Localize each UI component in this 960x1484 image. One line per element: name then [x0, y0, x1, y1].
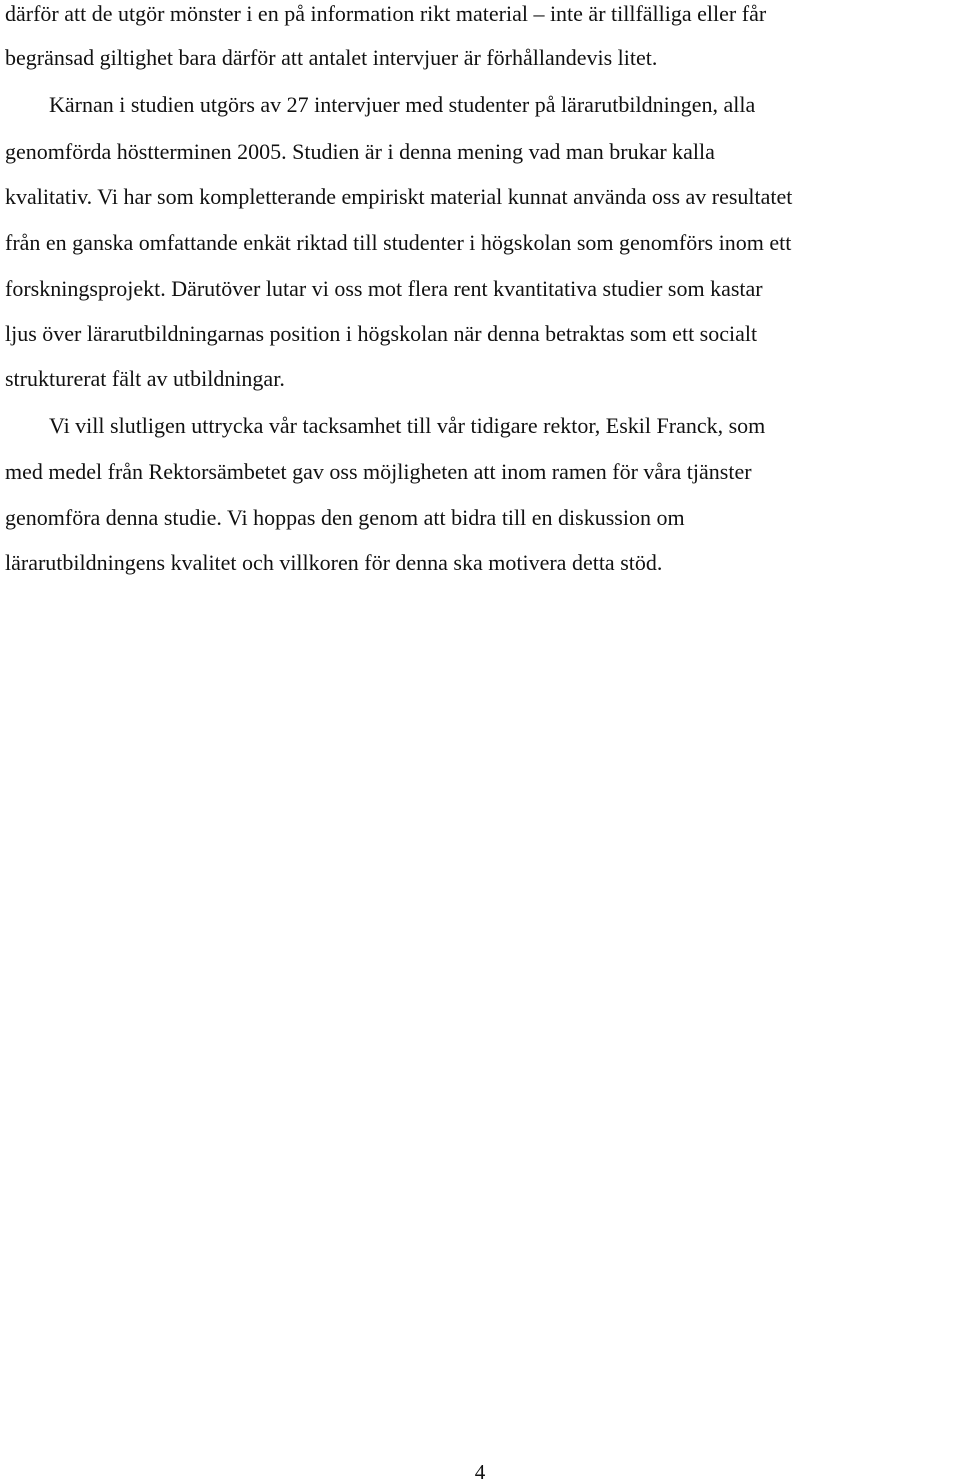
text-line: forskningsprojekt. Därutöver lutar vi oss mot flera rent kvantitativa studier som kastar	[5, 276, 763, 301]
text-line: begränsad giltighet bara därför att antalet intervjuer är förhållandevis litet.	[5, 45, 658, 70]
text-line: genomförda höstterminen 2005. Studien är i denna mening vad man brukar kalla	[5, 139, 715, 164]
text-line: från en ganska omfattande enkät riktad till studenter i högskolan som genomförs inom ett	[5, 230, 792, 255]
text-line: strukturerat fält av utbildningar.	[5, 366, 285, 391]
text-line: Kärnan i studien utgörs av 27 intervjuer med studenter på lärarutbildningen, alla	[49, 92, 756, 117]
text-line: kvalitativ. Vi har som kompletterande empiriskt material kunnat använda oss av resultatet	[5, 184, 793, 209]
text-line: lärarutbildningens kvalitet och villkoren för denna ska motivera detta stöd.	[5, 550, 663, 575]
text-line: genomföra denna studie. Vi hoppas den genom att bidra till en diskussion om	[5, 505, 685, 530]
text-line: därför att de utgör mönster i en på information rikt material – inte är tillfälliga eller får	[5, 1, 767, 26]
page-number: 4	[474, 1460, 486, 1484]
text-line: Vi vill slutligen uttrycka vår tacksamhet till vår tidigare rektor, Eskil Franck, som	[49, 413, 766, 438]
text-line: ljus över lärarutbildningarnas position i högskolan när denna betraktas som ett socialt	[5, 321, 758, 346]
text-line: med medel från Rektorsämbetet gav oss möjligheten att inom ramen för våra tjänster	[5, 459, 752, 484]
